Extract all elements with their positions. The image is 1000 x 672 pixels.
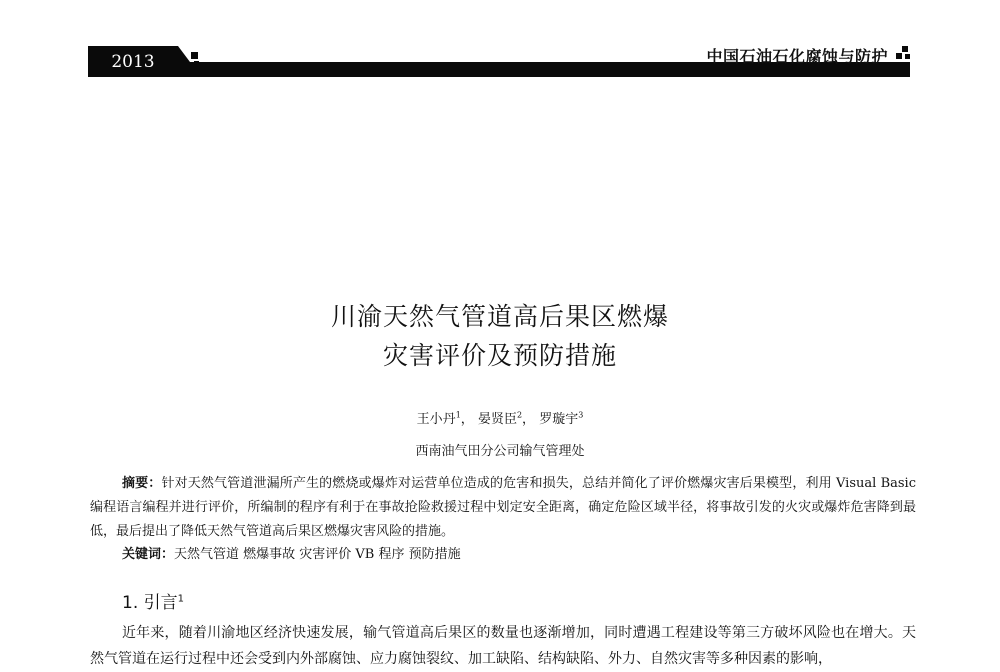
- body-paragraph: 近年来，随着川渝地区经济快速发展，输气管道高后果区的数量也逐渐增加，同时遭遇工程建设等第三方破坏风险也在增大。天然气管道在运行过程中还会受到内外部腐蚀、应力腐蚀裂纹、加工缺陷、结构缺陷、外力、自然灾害等多种因素的影响，: [90, 625, 916, 667]
- keywords-text: 天然气管道 燃爆事故 灾害评价 VB 程序 预防措施: [174, 547, 461, 562]
- title-line-2: 灾害评价及预防措施: [382, 341, 617, 370]
- author-superscript: 2: [516, 410, 523, 420]
- abstract-text: 针对天然气管道泄漏所产生的燃烧或爆炸对运营单位造成的危害和损失，总结并简化了评价燃爆灾害后果模型，利用 Visual Basic 编程语言编程并进行评价，所编制的程序有利于在事故抢险救援过程中划定安全距离，确定危险区域半径，将事故引发的火灾或爆炸危害降到最低，最后提出了降低天然气管道高后果区燃爆灾害风险的措施。: [90, 476, 916, 539]
- author-list: [0, 408, 1000, 427]
- keywords: [122, 543, 912, 562]
- abstract-label: 摘要：: [122, 476, 162, 491]
- header-decoration-left: [178, 46, 204, 77]
- author-name: 晏贤臣: [477, 412, 517, 427]
- author-name: 王小丹: [416, 412, 456, 427]
- author-separator: ，: [460, 412, 474, 427]
- keywords-label: 关键词：: [122, 547, 175, 562]
- title-line-1: 川渝天然气管道高后果区燃爆: [330, 302, 669, 331]
- author-separator: ，: [522, 412, 536, 427]
- article-title: [0, 297, 1000, 375]
- abstract: [90, 472, 916, 544]
- header-decoration-right: [893, 44, 913, 64]
- issue-year: 2013: [88, 46, 178, 77]
- section-footnote-mark: 1: [177, 593, 184, 605]
- author-superscript: 3: [578, 410, 584, 420]
- affiliation: 西南油气田分公司输气管理处: [415, 444, 585, 459]
- section-heading: [122, 588, 184, 613]
- author-superscript: 1: [455, 410, 461, 420]
- author-name: 罗璇宇: [539, 412, 579, 427]
- journal-name: 中国石油石化腐蚀与防护: [706, 47, 888, 66]
- section-title: 1. 引言: [122, 593, 178, 613]
